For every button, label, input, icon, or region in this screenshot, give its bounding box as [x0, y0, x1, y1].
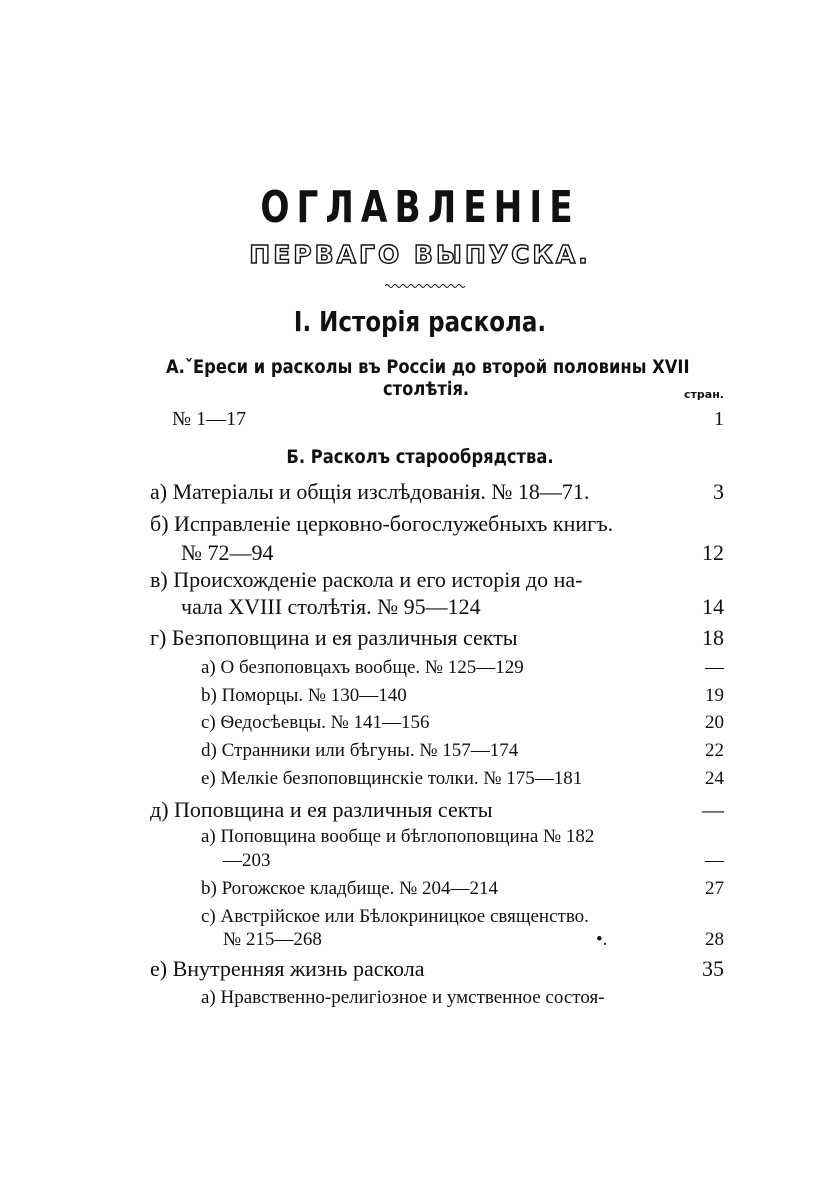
entry-bespopovtsy-page: 18	[702, 625, 724, 650]
sub-entry-text: c) Австрійское или Бѣлокриницкое священство.	[201, 906, 589, 927]
entry-correction-text: б) Исправленіе церковно-богослужебныхъ книгъ.	[150, 511, 614, 536]
pages-column-header: стран.	[684, 388, 724, 401]
section-a-heading: А.ˇЕреси и расколы въ Россіи до второй половины XVII	[166, 356, 690, 378]
entry-correction-page: 12	[702, 540, 724, 565]
section-a-heading-cont: столѣтія.	[383, 378, 470, 400]
entry-a-text: № 1—17	[172, 408, 247, 430]
part-title: I. Исторія раскола.	[293, 305, 547, 338]
sub-entry-text: c) Ѳедосѣевцы. № 141—156	[201, 712, 430, 733]
sub-entry-text: d) Странники или бѣгуны. № 157—174	[201, 740, 519, 761]
sub-entry-text: b) Рогожское кладбище. № 204—214	[201, 878, 499, 899]
sub-entry-page: 20	[705, 712, 724, 733]
wavy-divider	[385, 283, 467, 289]
sub-entry-text: a) Нравственно-религіозное и умственное состоя-	[201, 987, 605, 1008]
issue-subtitle: ПЕРВАГО ВЫПУСКА.	[249, 240, 591, 269]
sub-entry-page: 24	[705, 768, 724, 789]
sub-entry-page: —	[705, 657, 724, 678]
entry-materials-page: 3	[713, 479, 724, 504]
stray-mark: •.	[596, 929, 608, 950]
sub-entry-text: a) Поповщина вообще и бѣглопоповщина № 182	[201, 826, 595, 847]
entry-materials-text: а) Матеріалы и общія изслѣдованія. № 18—71.	[150, 479, 590, 504]
entry-bespopovtsy-text: г) Безпоповщина и ея различныя секты	[150, 625, 518, 650]
sub-entry-page: 22	[705, 740, 724, 761]
section-b-heading: Б. Расколъ старообрядства.	[286, 446, 554, 468]
entry-a-page: 1	[714, 408, 724, 430]
entry-origin-text: в) Происхожденіе раскола и его исторія до на-	[150, 567, 583, 592]
sub-entry-page: —	[705, 850, 724, 871]
sub-entry-text: b) Поморцы. № 130—140	[201, 685, 407, 706]
contents-title: ОГЛАВЛЕНІЕ	[260, 182, 580, 233]
entry-correction-text-cont: № 72—94	[181, 540, 274, 565]
entry-inner-life-page: 35	[702, 956, 724, 981]
sub-entry-text: e) Мелкіе безпоповщинскіе толки. № 175—181	[201, 768, 583, 789]
sub-entry-text-cont: —203	[223, 850, 271, 871]
sub-entry-text: a) О безпоповцахъ вообще. № 125—129	[201, 657, 524, 678]
entry-origin-page: 14	[702, 594, 724, 619]
entry-popovtsy-page: —	[702, 797, 724, 822]
entry-origin-text-cont: чала XVIII столѣтія. № 95—124	[181, 594, 481, 619]
sub-entry-page: 28	[705, 929, 724, 950]
sub-entry-page: 27	[705, 878, 724, 899]
entry-inner-life-text: е) Внутренняя жизнь раскола	[150, 956, 425, 981]
entry-popovtsy-text: д) Поповщина и ея различныя секты	[150, 797, 493, 822]
sub-entry-text-cont: № 215—268	[223, 929, 322, 950]
sub-entry-page: 19	[705, 685, 724, 706]
